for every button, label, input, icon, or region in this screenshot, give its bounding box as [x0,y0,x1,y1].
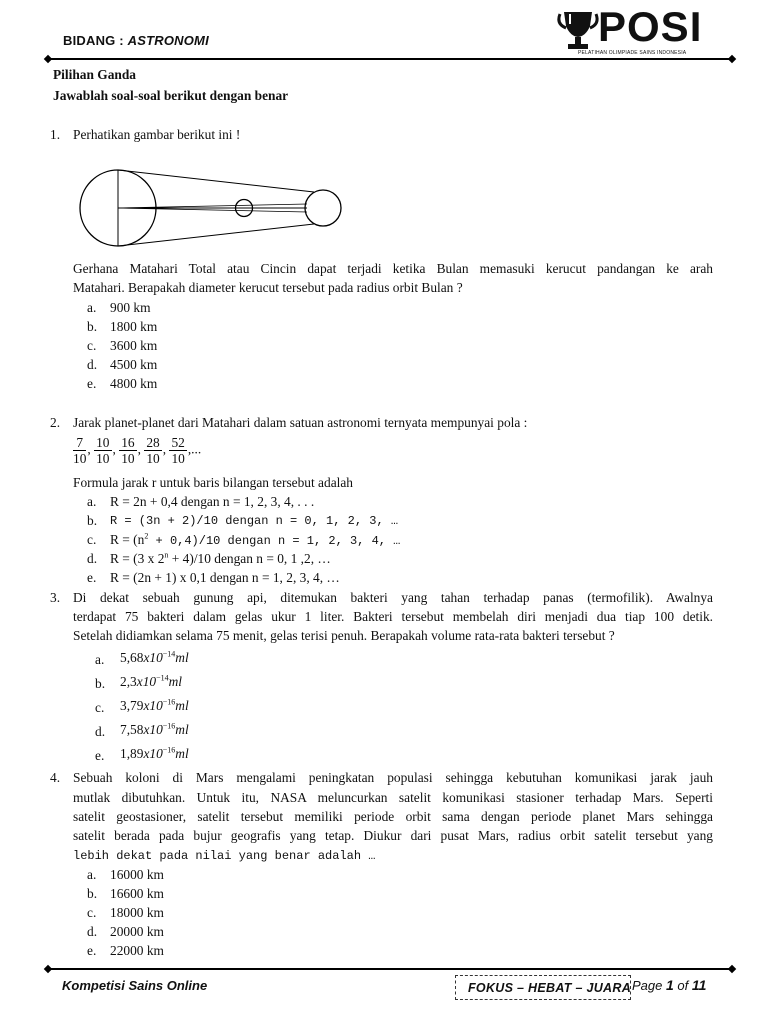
q2-fraction: $\frac{7}{10}$ [73,435,87,466]
q3-line2: terdapat 75 bakteri dalam gelas ukur 1 liter. Bakteri tersebut membelah diri menjadi dua tiap 100 detik. [73,609,713,624]
q3-option-c: $3,79x10^{-16}ml$ [120,697,189,713]
q4-option-letter: a. [87,867,97,882]
q4-option-d: 20000 km [110,924,164,939]
q3-option-letter: c. [95,700,105,715]
q1-option-letter: b. [87,319,98,334]
q4-option-a: 16000 km [110,867,164,882]
q3-option-e: $1,89x10^{-16}ml$ [120,745,189,761]
q2-option-letter: a. [87,494,97,509]
subject-heading: BIDANG : ASTRONOMI [63,33,209,48]
q2-option-letter: d. [87,551,98,566]
q2-option-letter: b. [87,513,98,528]
q4-option-letter: b. [87,886,98,901]
footer-motto: FOKUS – HEBAT – JUARA [468,981,632,995]
q1-option-c: 3600 km [110,338,158,353]
q2-option-b: R = (3n + 2)/10 dengan n = 0, 1, 2, 3, … [110,514,399,528]
q2-option-letter: e. [87,570,97,585]
section-instruction: Jawablah soal-soal berikut dengan benar [53,88,289,103]
footer-competition-name: Kompetisi Sains Online [62,978,208,993]
header-rule [48,58,732,60]
q2-fraction: $\frac{16}{10}$ [121,435,135,466]
q2-question: Formula jarak r untuk baris bilangan tersebut adalah [73,475,354,490]
trophy-icon [559,12,597,49]
q3-option-letter: b. [95,676,106,691]
q2-option-e: R = (2n + 1) x 0,1 dengan n = 1, 2, 3, 4, … [110,570,340,585]
q2-option-d: R = (3 x $2^n + 4)/10$ dengan n = 0, 1 ,2, … [110,550,331,566]
section-title: Pilihan Ganda [53,67,136,82]
q4-line2: mutlak dibutuhkan. Untuk itu, NASA meluncurkan satelit komunikasi stasioner terhadap Mars. Seperti [73,790,713,805]
footer-rule-end-left [44,965,52,973]
q1-option-letter: d. [87,357,98,372]
q4-line4: satelit berada pada bujur geografis yang tetap. Diukur dari pusat Mars, radius orbit satelit tersebut yang [73,828,713,843]
q1-option-a: 900 km [110,300,151,315]
q3-option-letter: e. [95,748,105,763]
eclipse-cone-diagram [78,168,348,248]
q1-prompt: Perhatikan gambar berikut ini ! [73,127,241,142]
q4-option-letter: c. [87,905,97,920]
q3-number: 3. [50,590,61,605]
q4-option-letter: d. [87,924,98,939]
cone-lower-line [118,224,314,246]
q2-option-letter: c. [87,532,97,547]
q3-line3: Setelah didiamkan selama 75 menit, gelas terisi penuh. Berapakah volume rata-rata bakteri tersebut ? [73,628,615,643]
q2-fraction: $\frac{28}{10}$ [146,435,160,466]
q1-option-b: 1800 km [110,319,158,334]
q3-option-b: $2,3x10^{-14}ml$ [120,673,183,689]
q4-line1: Sebuah koloni di Mars mengalami peningkatan populasi sehingga kebutuhan komunikasi jarak jauh [73,770,713,785]
posi-logo-text: POSI [598,3,703,50]
earth-circle [305,190,341,226]
q2-fraction-sequence: $\frac{7}{10}$ , $\frac{10}{10}$ , $\frac{16}{10}$ , $\frac{28}{10}$ , $\frac{52}{10}$ ,... [73,435,202,466]
q2-option-c: $R = (n^2 + 0,4)/10$ dengan n = 1, 2, 3, 4, … [110,531,401,548]
posi-logo-subtitle: PELATIHAN OLIMPIADE SAINS INDONESIA [578,50,687,56]
q4-option-e: 22000 km [110,943,164,958]
q1-text-line2: Matahari. Berapakah diameter kerucut tersebut pada radius orbit Bulan ? [73,280,463,295]
q1-option-letter: e. [87,376,97,391]
q2-prompt: Jarak planet-planet dari Matahari dalam satuan astronomi ternyata mempunyai pola : [73,415,528,430]
q4-number: 4. [50,770,61,785]
q1-option-e: 4800 km [110,376,158,391]
q1-number: 1. [50,127,61,142]
q4-option-c: 18000 km [110,905,164,920]
page-indicator: Page 1 of 11 [632,977,707,993]
q4-option-b: 16600 km [110,886,164,901]
q3-option-letter: d. [95,724,106,739]
q1-option-letter: a. [87,300,97,315]
footer-rule-end-right [728,965,736,973]
q4-option-letter: e. [87,943,97,958]
q1-option-d: 4500 km [110,357,158,372]
q2-number: 2. [50,415,61,430]
q2-fraction: $\frac{10}{10}$ [96,435,110,466]
q4-line3: satelit geostasioner, satelit tersebut memiliki periode orbit sama dengan periode planet Mars sehingga [73,809,713,824]
footer-rule [48,968,732,970]
q2-option-a: R = 2n + 0,4 dengan n = 1, 2, 3, 4, . . . [110,494,315,509]
header-rule-end-left [44,55,52,63]
cone-upper-line [118,170,314,192]
q3-option-a: $5,68x10^{-14}ml$ [120,649,189,665]
q3-line1: Di dekat sebuah gunung api, ditemukan bakteri yang tahan terhadap panas (termofilik). Awalnya [73,590,713,605]
q3-option-d: $7,58x10^{-16}ml$ [120,721,189,737]
q1-text-line1: Gerhana Matahari Total atau Cincin dapat terjadi ketika Bulan memasuki kerucut pandangan ke arah [73,261,713,276]
q4-line5: lebih dekat pada nilai yang benar adalah … [73,849,376,863]
q1-option-letter: c. [87,338,97,353]
header-rule-end-right [728,55,736,63]
q3-option-letter: a. [95,652,105,667]
q2-fraction: $\frac{52}{10}$ [171,435,185,466]
